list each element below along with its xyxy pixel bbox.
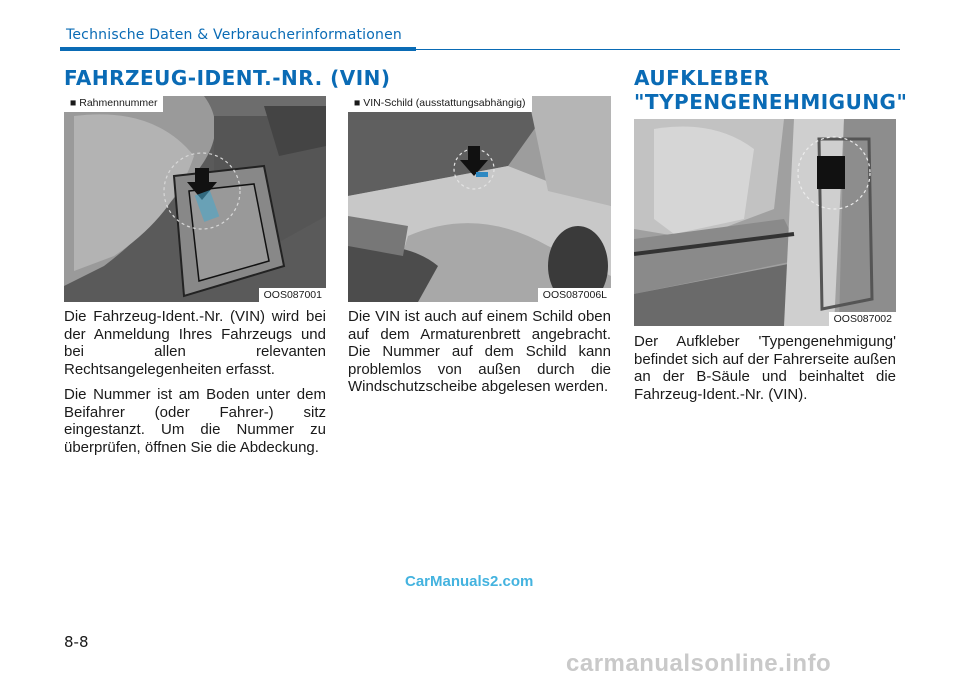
footer-watermark: carmanualsonline.info (566, 650, 832, 677)
figure-code: OOS087006L (538, 288, 611, 302)
text-column-2 (348, 308, 611, 404)
seat-floor-illustration (64, 96, 326, 302)
figure-code: OOS087001 (259, 288, 326, 302)
paragraph: Der Aufkleber 'Typengenehmigung' befindet sich auf der Fahrerseite außen an der B-Säule und beinhaltet die Fahrzeug-Ident.-Nr. (VIN). (634, 333, 896, 403)
watermark-link[interactable]: CarManuals2.com (405, 573, 534, 590)
heading-line: AUFKLEBER (634, 66, 770, 90)
section-title: Technische Daten & Verbraucherinformationen (66, 27, 402, 43)
page-number: 8-8 (64, 633, 89, 651)
figure-frame-number (64, 96, 326, 302)
type-approval-heading (634, 66, 914, 114)
paragraph: Die VIN ist auch auf einem Schild oben auf dem Armaturenbrett angebracht. Die Nummer auf dem Schild kann problemlos von außen durch die Windschutzscheibe abgelesen werden. (348, 308, 611, 395)
figure-b-pillar-label (634, 119, 896, 326)
text-column-3 (634, 333, 896, 411)
b-pillar-illustration (634, 119, 896, 326)
paragraph: Die Fahrzeug-Ident.-Nr. (VIN) wird bei der Anmeldung Ihres Fahrzeugs und bei allen relevanten Rechtsangelegenheiten erfasst. (64, 308, 326, 378)
figure-caption: ■ Rahmennummer (64, 96, 163, 112)
figure-caption: ■ VIN-Schild (ausstattungsabhängig) (348, 96, 532, 112)
figure-code: OOS087002 (829, 312, 896, 326)
text-column-1 (64, 308, 326, 464)
header-rule-accent (60, 47, 416, 51)
paragraph: Die Nummer ist am Boden unter dem Beifahrer (oder Fahrer-) sitz eingestanzt. Um die Nummer zu überprüfen, öffnen Sie die Abdeckung. (64, 386, 326, 456)
vin-heading: FAHRZEUG-IDENT.-NR. (VIN) (64, 66, 391, 90)
figure-vin-plate (348, 96, 611, 302)
car-front-illustration (348, 96, 611, 302)
heading-line: "TYPENGENEHMIGUNG" (634, 90, 908, 114)
